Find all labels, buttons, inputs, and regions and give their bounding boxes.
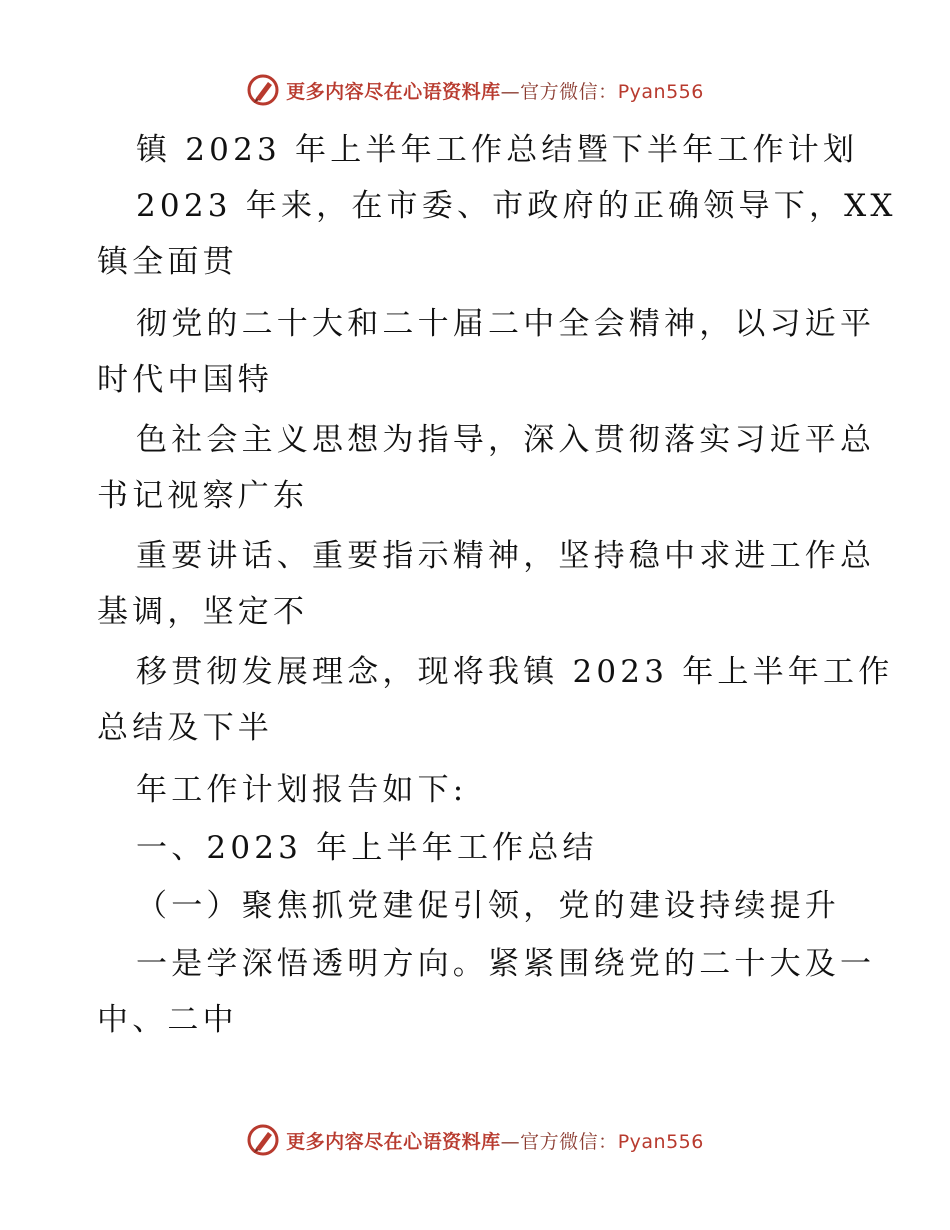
- paragraph-line: 基调，坚定不: [97, 594, 309, 630]
- banner-main-text: 更多内容尽在心语资料库: [286, 80, 501, 103]
- paragraph-line: 2023 年来，在市委、市政府的正确领导下，XX: [136, 188, 897, 224]
- paragraph-line: 书记视察广东: [97, 478, 309, 514]
- paragraph-line: 中、二中: [97, 1002, 238, 1038]
- banner-main-text: 更多内容尽在心语资料库: [286, 1130, 501, 1153]
- banner-sub-text: —官方微信：: [500, 80, 618, 103]
- header-watermark-banner: [0, 70, 950, 110]
- banner-handle-text: Pyan556: [617, 1130, 704, 1153]
- paragraph-line: 年工作计划报告如下:: [136, 772, 468, 808]
- pen-logo-icon: [246, 1123, 280, 1157]
- banner-handle-text: Pyan556: [617, 80, 704, 103]
- banner-text: [286, 1127, 704, 1154]
- paragraph-line: 色社会主义思想为指导，深入贯彻落实习近平总: [136, 422, 876, 458]
- pen-logo-icon: [246, 73, 280, 107]
- paragraph-line: 时代中国特: [97, 362, 273, 398]
- banner-text: [286, 77, 704, 104]
- subsection-heading: （一）聚焦抓党建促引领，党的建设持续提升: [136, 888, 840, 924]
- banner-sub-text: —官方微信：: [500, 1130, 618, 1153]
- paragraph-line: 移贯彻发展理念，现将我镇 2023 年上半年工作: [136, 654, 894, 690]
- document-title: 镇 2023 年上半年工作总结暨下半年工作计划: [136, 132, 859, 168]
- footer-watermark-banner: [0, 1120, 950, 1160]
- paragraph-line: 镇全面贯: [97, 244, 238, 280]
- paragraph-line: 总结及下半: [97, 710, 273, 746]
- section-heading: 一、2023 年上半年工作总结: [136, 830, 598, 866]
- paragraph-line: 一是学深悟透明方向。紧紧围绕党的二十大及一: [136, 946, 876, 982]
- paragraph-line: 彻党的二十大和二十届二中全会精神，以习近平: [136, 306, 876, 342]
- paragraph-line: 重要讲话、重要指示精神，坚持稳中求进工作总: [136, 538, 876, 574]
